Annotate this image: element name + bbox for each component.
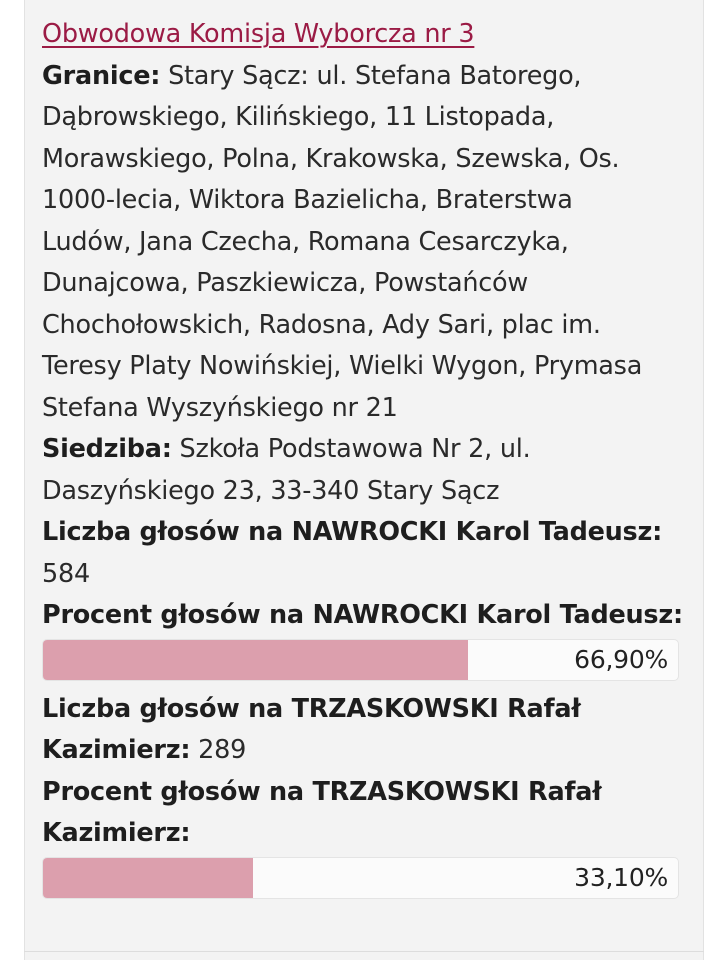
boundaries-row-4: Ludów, Jana Czecha, Romana Cesarczyka, [42,226,569,257]
trzaskowski-votes-value: 289 [198,735,247,765]
boundaries-row-3: 1000-lecia, Wiktora Bazielicha, Braterstwa [42,185,573,215]
boundaries-row-1: Dąbrowskiego, Kilińskiego, 11 Listopada, [42,102,555,132]
nawrocki-percent-bar-fill [43,640,468,680]
trzaskowski-percent-label-cont: Kazimierz: [42,818,191,848]
boundaries-text: Stary Sącz: ul. Stefana Batorego, [168,60,582,91]
boundaries-row-2: Morawskiego, Polna, Krakowska, Szewska, Os. [42,143,620,174]
trzaskowski-percent-value: 33,10% [574,862,668,892]
nawrocki-percent-bar [42,639,679,681]
nawrocki-percent-label: Procent głosów na NAWROCKI Karol Tadeusz: [42,600,683,630]
nawrocki-votes-value: 584 [42,558,90,589]
trzaskowski-percent-bar [42,857,679,899]
boundaries-row-6: Chochołowskich, Radosna, Ady Sari, plac im. [42,309,601,340]
trzaskowski-votes-label: Liczba głosów na TRZASKOWSKI Rafał [42,693,581,724]
trzaskowski-votes-label-cont: Kazimierz: [42,735,191,765]
commission-title-link[interactable]: Obwodowa Komisja Wyborcza nr 3 [42,19,475,49]
left-margin [0,0,22,960]
trzaskowski-votes-row [42,730,692,772]
nawrocki-votes-label: Liczba głosów na NAWROCKI Karol Tadeusz: [42,517,663,547]
boundaries-label: Granice: [42,60,161,91]
seat-text: Szkoła Podstawowa Nr 2, ul. [179,434,531,464]
seat-row-1: Daszyńskiego 23, 33-340 Stary Sącz [42,475,500,506]
card-divider [24,951,704,952]
commission-details [42,14,692,907]
trzaskowski-percent-bar-fill [43,858,253,898]
seat-label: Siedziba: [42,434,172,464]
boundaries-row-7: Teresy Platy Nowińskiej, Wielki Wygon, Prymasa [42,351,643,381]
boundaries-row-8: Stefana Wyszyńskiego nr 21 [42,392,398,423]
trzaskowski-percent-label: Procent głosów na TRZASKOWSKI Rafał [42,776,602,807]
nawrocki-percent-value: 66,90% [574,644,668,674]
seat-row-0 [42,429,692,471]
boundaries-row-5: Dunajcowa, Paszkiewicza, Powstańców [42,268,528,298]
commission-title-row [42,14,692,56]
boundaries-row-0 [42,56,692,98]
